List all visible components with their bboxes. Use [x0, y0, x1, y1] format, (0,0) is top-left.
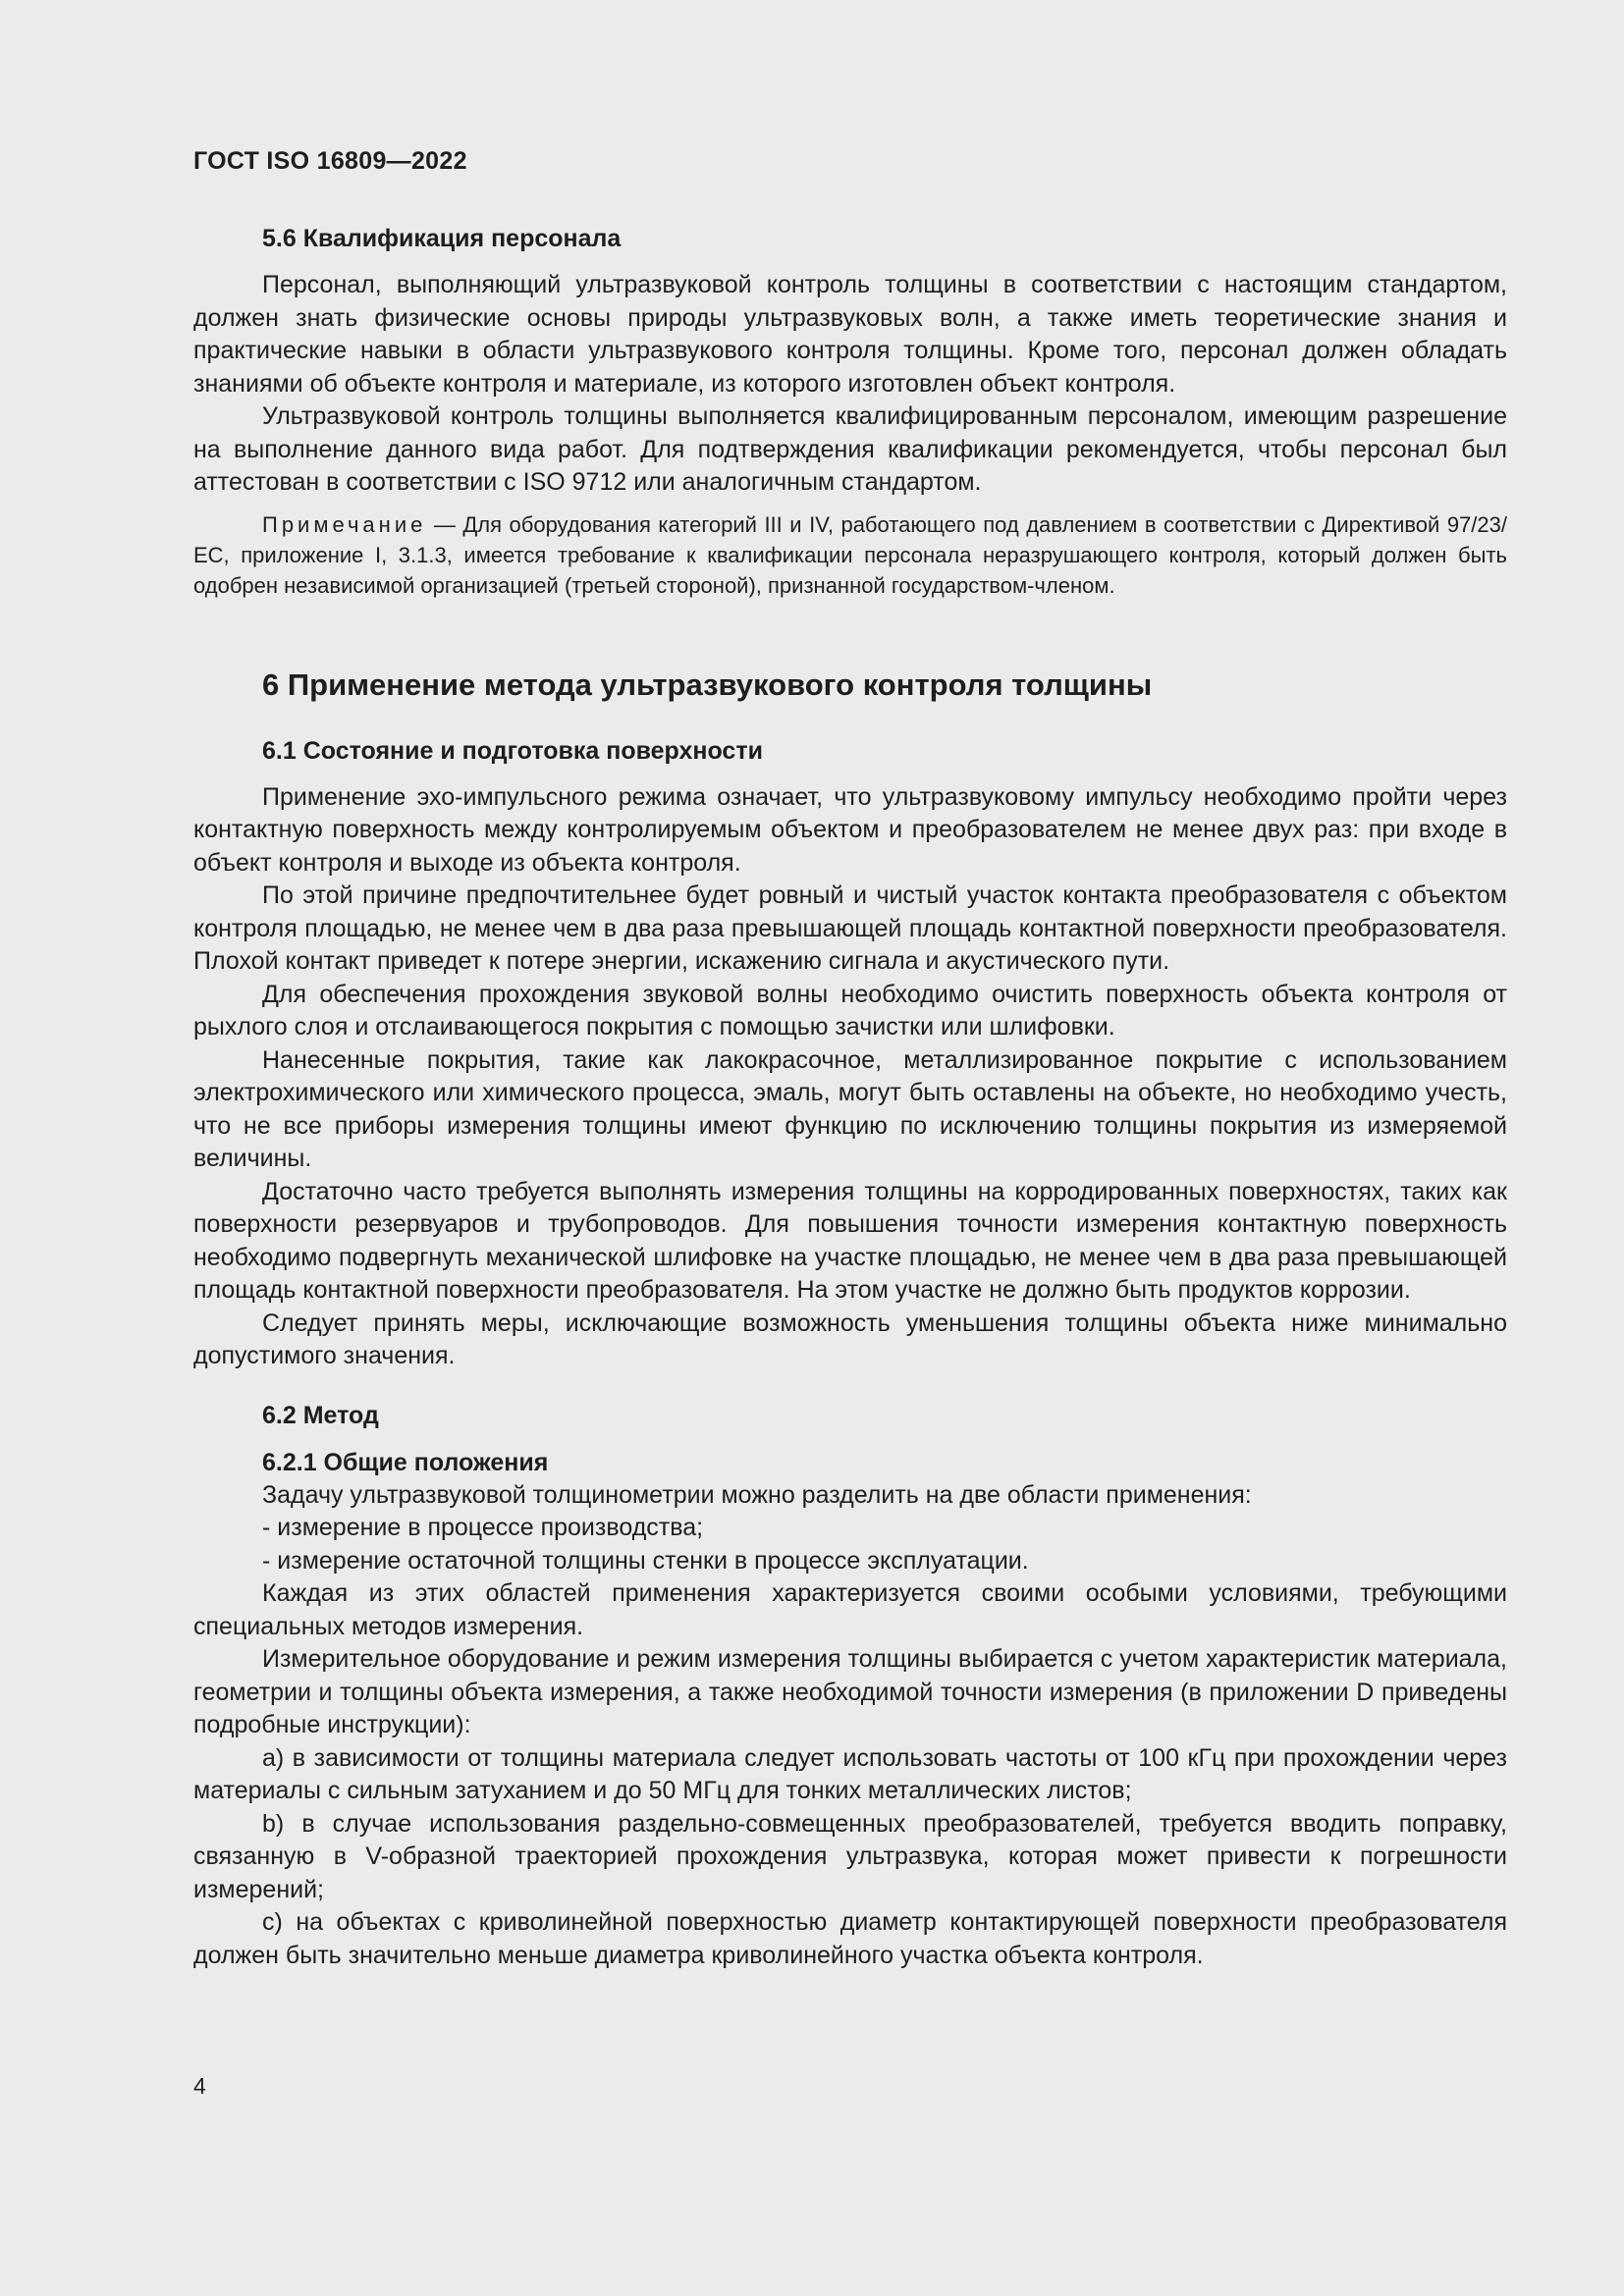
paragraph: Ультразвуковой контроль толщины выполняется квалифицированным персоналом, имеющим разрешение на выполнение данного вида работ. Для подтверждения квалификации рекомендуется, чтобы персонал был аттестован в соответствии с ISO 9712 или аналогичным стандартом. — [193, 402, 1507, 496]
paragraph: Каждая из этих областей применения характеризуется своими особыми условиями, требующими специальных методов измерения. — [193, 1579, 1507, 1640]
page-content — [193, 222, 1507, 1972]
list-item-a: a) в зависимости от толщины материала следует использовать частоты от 100 кГц при прохождении через материалы с сильным затуханием и до 50 МГц для тонких металлических листов; — [193, 1743, 1507, 1804]
paragraph: По этой причине предпочтительнее будет ровный и чистый участок контакта преобразователя с объектом контроля площадью, не менее чем в два раза превышающей площадь контактной поверхности преобразователя. Плохой контакт приведет к потере энергии, искажению сигнала и акустического пути. — [193, 881, 1507, 975]
section-6-2-title: 6.2 Метод — [262, 1401, 379, 1429]
note-text: — Для оборудования категорий III и IV, работающего под давлением в соответствии с Директивой 97/23/ЕС, приложение I, 3.1.3, имеется требование к квалификации персонала неразрушающего контроля, который должен быть одобрен независимой организацией (третьей стороной), признанной государством-членом. — [193, 511, 1507, 598]
document-id-header: ГОСТ ISO 16809—2022 — [193, 147, 467, 175]
note — [193, 509, 1507, 601]
paragraph: Достаточно часто требуется выполнять измерения толщины на корродированных поверхностях, таких как поверхности резервуаров и трубопроводов. Для повышения точности измерения контактную поверхность необходимо подвергнуть механической шлифовке на участке площадью, не менее чем в два раза превышающей площадь контактной поверхности преобразователя. На этом участке не должно быть продуктов коррозии. — [193, 1177, 1507, 1304]
list-item-c: c) на объектах с криволинейной поверхностью диаметр контактирующей поверхности преобразователя должен быть значительно меньше диаметра криволинейного участка объекта контроля. — [193, 1908, 1507, 1969]
section-6-2-1-title: 6.2.1 Общие положения — [262, 1448, 549, 1476]
paragraph: Задачу ультразвуковой толщинометрии можно разделить на две области применения: — [262, 1480, 1252, 1509]
paragraph: Нанесенные покрытия, такие как лакокрасочное, металлизированное покрытие с использованием электрохимического или химического процесса, эмаль, могут быть оставлены на объекте, но необходимо учесть, что не все приборы измерения толщины имеют функцию по исключению толщины покрытия из измеряемой величины. — [193, 1045, 1507, 1172]
paragraph: Измерительное оборудование и режим измерения толщины выбирается с учетом характеристик материала, геометрии и толщины объекта измерения, а также необходимой точности измерения (в приложении D приведены подробные инструкции): — [193, 1645, 1507, 1738]
section-5-6-title: 5.6 Квалификация персонала — [262, 225, 622, 252]
list-item: - измерение в процессе производства; — [262, 1514, 704, 1541]
paragraph: Персонал, выполняющий ультразвуковой контроль толщины в соответствии с настоящим стандартом, должен знать физические основы природы ультразвуковых волн, а также иметь теоретические знания и практические навыки в области ультразвукового контроля толщины. Кроме того, персонал должен обладать знаниями об объекте контроля и материале, из которого изготовлен объект контроля. — [193, 271, 1507, 398]
note-lead: Примечание — [262, 511, 427, 537]
page-number: 4 — [193, 2073, 206, 2099]
list-item-b: b) в случае использования раздельно-совмещенных преобразователей, требуется вводить поправку, связанную в V-образной траекторией прохождения ультразвука, которая может привести к погрешности измерений; — [193, 1809, 1507, 1903]
paragraph: Применение эхо-импульсного режима означает, что ультразвуковому импульсу необходимо пройти через контактную поверхность между контролируемым объектом и преобразователем не менее двух раз: при входе в объект контроля и выходе из объекта контроля. — [193, 782, 1507, 877]
paragraph: Для обеспечения прохождения звуковой волны необходимо очистить поверхность объекта контроля от рыхлого слоя и отслаивающегося покрытия с помощью зачистки или шлифовки. — [193, 980, 1507, 1041]
section-6-title: 6 Применение метода ультразвукового контроля толщины — [262, 667, 1153, 702]
paragraph: Следует принять меры, исключающие возможность уменьшения толщины объекта ниже минимально допустимого значения. — [193, 1308, 1507, 1369]
section-6-1-title: 6.1 Состояние и подготовка поверхности — [262, 736, 763, 765]
list-item: - измерение остаточной толщины стенки в процессе эксплуатации. — [262, 1546, 1029, 1575]
